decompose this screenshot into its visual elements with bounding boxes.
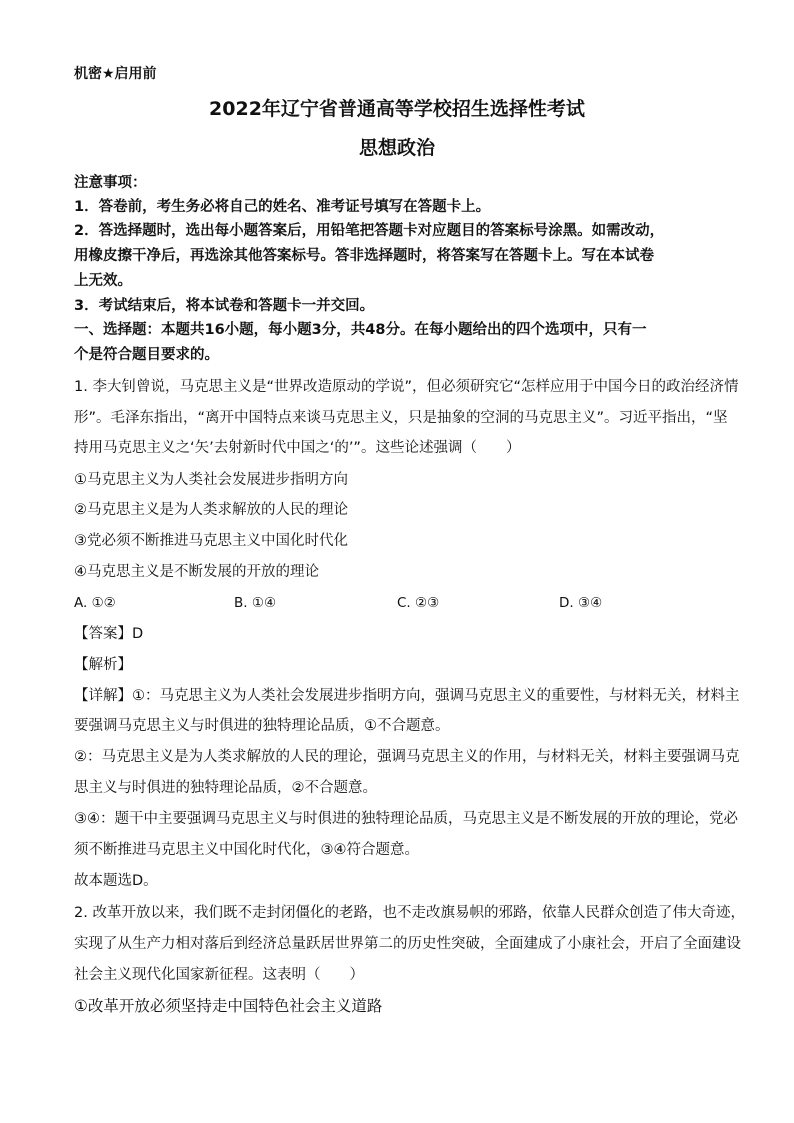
q1-detail-line: 思主义与时俱进的独特理论品质，②不合题意。 [74, 780, 377, 796]
answer-tag: 【答案】 [74, 626, 132, 642]
q1-detail-line [74, 686, 740, 706]
notice-line: 上无效。 [74, 273, 132, 289]
q1-statement: ④马克思主义是不断发展的开放的理论 [74, 564, 319, 580]
exam-title: 2022年辽宁省普通高等学校招生选择性考试 [209, 98, 585, 120]
q1-statement: ②马克思主义是为人类求解放的人民的理论 [74, 502, 348, 518]
q1-statement: ③党必须不断推进马克思主义中国化时代化 [74, 533, 348, 549]
q1-detail-line: 须不断推进马克思主义中国化时代化，③④符合题意。 [74, 842, 419, 858]
q1-stem-line: 持用马克思主义之‘矢’去射新时代中国之‘的’”。这些论述强调（ ） [74, 440, 521, 456]
detail-text: ①：马克思主义为人类社会发展进步指明方向，强调马克思主义的重要性，与材料无关，材料主 [132, 688, 740, 704]
subject-title: 思想政治 [358, 137, 435, 159]
notice-line: 3．考试结束后，将本试卷和答题卡一并交回。 [74, 298, 375, 314]
notice-line: 用橡皮擦干净后，再选涂其他答案标号。答非选择题时，将答案写在答题卡上。写在本试卷 [74, 248, 654, 264]
q1-stem-line: 形”。毛泽东指出，“离开中国特点来谈马克思主义，只是抽象的空洞的马克思主义”。习近平指出，“坚 [74, 410, 728, 426]
detail-tag: 【详解】 [74, 688, 132, 704]
q1-statement: ①马克思主义为人类社会发展进步指明方向 [74, 472, 348, 488]
q1-option-c: C. ②③ [397, 595, 440, 611]
q1-answer [74, 624, 143, 644]
notice-line: 1．答卷前，考生务必将自己的姓名、准考证号填写在答题卡上。 [74, 199, 491, 215]
q1-detail-line: 要强调马克思主义与时俱进的独特理论品质，①不合题意。 [74, 718, 450, 734]
answer-value: D [132, 626, 144, 642]
section-heading: 个是符合题目要求的。 [74, 347, 219, 363]
q1-option-a: A. ①② [74, 595, 116, 611]
q1-detail-line: 故本题选D。 [74, 873, 158, 889]
q1-stem-line: 1. 李大钊曾说，马克思主义是“世界改造原动的学说”，但必须研究它“怎样应用于中国今日的政治经济情 [74, 379, 739, 395]
confidential-label: 机密★启用前 [74, 66, 157, 82]
notice-heading: 注意事项： [74, 175, 147, 191]
q1-analysis-tag: 【解析】 [74, 657, 132, 673]
notice-line: 2．答选择题时，选出每小题答案后，用铅笔把答题卡对应题目的答案标号涂黑。如需改动， [74, 223, 665, 239]
q2-stem-line: 2. 改革开放以来，我们既不走封闭僵化的老路，也不走改旗易帜的邪路，依靠人民群众创造了伟大奇迹， [74, 905, 745, 921]
q1-detail-line: ③④：题干中主要强调马克思主义与时俱进的独特理论品质，马克思主义是不断发展的开放的理论，党必 [74, 811, 738, 827]
section-heading: 一、选择题：本题共16小题，每小题3分，共48分。在每小题给出的四个选项中，只有一 [74, 322, 647, 338]
q1-option-b: B. ①④ [234, 595, 277, 611]
q2-stem-line: 社会主义现代化国家新征程。这表明（ ） [74, 967, 364, 983]
q1-detail-line: ②：马克思主义是为人类求解放的人民的理论，强调马克思主义的作用，与材料无关，材料主要强调马克 [74, 749, 740, 765]
q2-statement: ①改革开放必须坚持走中国特色社会主义道路 [74, 997, 383, 1015]
q1-option-d: D. ③④ [559, 595, 603, 611]
q2-stem-line: 实现了从生产力相对落后到经济总量跃居世界第二的历史性突破，全面建成了小康社会，开启了全面建设 [74, 936, 741, 952]
